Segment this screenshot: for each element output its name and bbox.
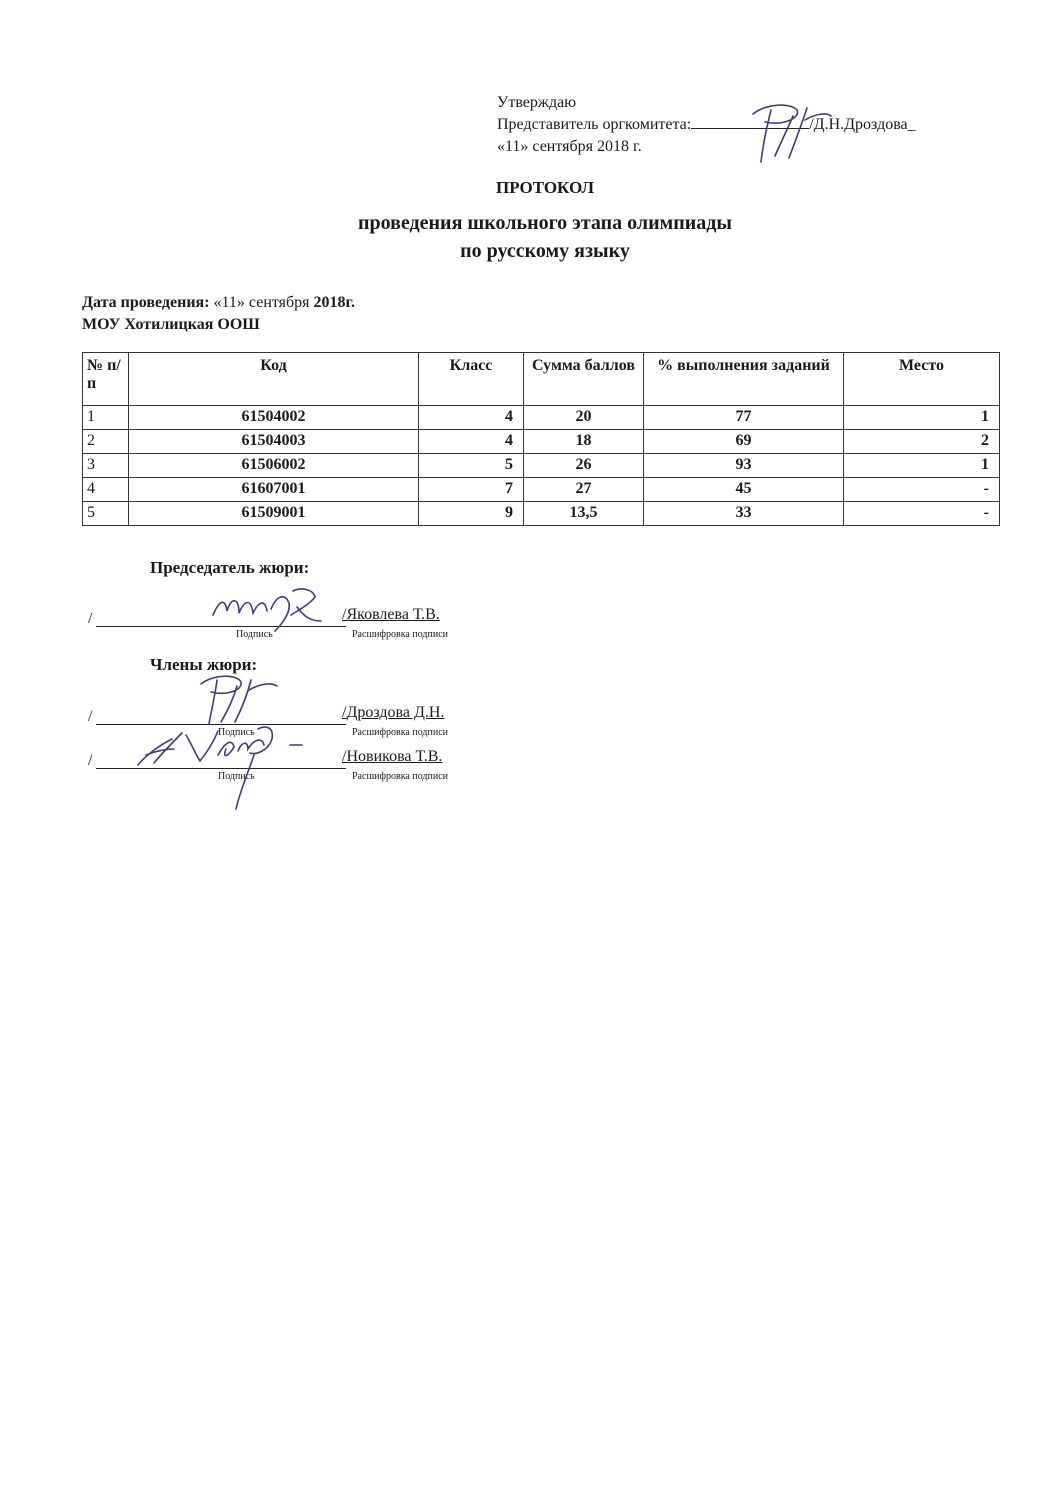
signature-slash: / <box>88 752 93 769</box>
signature-caption: Подпись <box>218 771 255 782</box>
header-code: Код <box>129 353 419 406</box>
header-number: № п/п <box>83 353 129 406</box>
name-caption: Расшифровка подписи <box>352 727 448 738</box>
table-row <box>83 430 1000 454</box>
table-row <box>83 406 1000 430</box>
signature-caption: Подпись <box>218 727 255 738</box>
cell-number: 1 <box>83 406 129 430</box>
cell-number: 3 <box>83 454 129 478</box>
jury-chair-name: /Яковлева Т.В. <box>342 606 440 623</box>
event-date <box>82 292 355 314</box>
cell-score: 13,5 <box>524 502 644 526</box>
results-table <box>82 352 1000 526</box>
jury-member-name: /Новикова Т.В. <box>342 748 443 765</box>
approval-heading: Утверждаю <box>497 94 577 111</box>
cell-code: 61607001 <box>129 478 419 502</box>
table-row <box>83 502 1000 526</box>
signature-slash: / <box>88 708 93 725</box>
event-date-label: Дата проведения: <box>82 294 210 311</box>
cell-place: 1 <box>844 406 1000 430</box>
cell-percent: 45 <box>644 478 844 502</box>
cell-class: 7 <box>419 478 524 502</box>
cell-score: 26 <box>524 454 644 478</box>
document-title: ПРОТОКОЛ <box>495 178 594 197</box>
jury-member-name: /Дроздова Д.Н. <box>342 704 445 721</box>
signature-caption: Подпись <box>236 629 273 640</box>
school-name: МОУ Хотилицкая ООШ <box>82 316 260 333</box>
cell-class: 9 <box>419 502 524 526</box>
table-header-row <box>83 353 1000 406</box>
name-caption: Расшифровка подписи <box>352 771 448 782</box>
cell-code: 61504002 <box>129 406 419 430</box>
document-subtitle: проведения школьного этапа олимпиады <box>357 212 733 234</box>
cell-code: 61504003 <box>129 430 419 454</box>
cell-place: 2 <box>844 430 1000 454</box>
cell-percent: 33 <box>644 502 844 526</box>
approval-signature-icon <box>735 96 835 166</box>
event-date-value: «11» сентября <box>209 294 314 311</box>
cell-score: 20 <box>524 406 644 430</box>
cell-class: 4 <box>419 430 524 454</box>
jury-chair-signature-icon <box>205 585 335 635</box>
cell-percent: 93 <box>644 454 844 478</box>
cell-number: 5 <box>83 502 129 526</box>
jury-member-signature-icon <box>130 715 320 815</box>
cell-class: 5 <box>419 454 524 478</box>
approval-representative-label: Представитель оргкомитета: <box>497 116 692 133</box>
name-caption: Расшифровка подписи <box>352 629 448 640</box>
header-place: Место <box>844 353 1000 406</box>
cell-number: 2 <box>83 430 129 454</box>
event-date-year: 2018г. <box>313 294 355 311</box>
cell-place: - <box>844 502 1000 526</box>
cell-score: 27 <box>524 478 644 502</box>
header-class: Класс <box>419 353 524 406</box>
approval-date: «11» сентября 2018 г. <box>497 138 642 155</box>
cell-code: 61506002 <box>129 454 419 478</box>
cell-place: 1 <box>844 454 1000 478</box>
header-completion-percent: % выполнения заданий <box>644 353 844 406</box>
header-score-sum: Сумма баллов <box>524 353 644 406</box>
approval-block <box>497 92 916 158</box>
cell-place: - <box>844 478 1000 502</box>
cell-class: 4 <box>419 406 524 430</box>
cell-code: 61509001 <box>129 502 419 526</box>
cell-score: 18 <box>524 430 644 454</box>
signature-slash: / <box>88 610 93 627</box>
table-row <box>83 478 1000 502</box>
table-row <box>83 454 1000 478</box>
approval-representative-line <box>497 114 916 136</box>
jury-chair-heading: Председатель жюри: <box>150 558 310 577</box>
approval-representative-name: /Д.Н.Дроздова_ <box>809 116 916 133</box>
jury-members-heading: Члены жюри: <box>150 655 258 674</box>
cell-percent: 69 <box>644 430 844 454</box>
document-subject: по русскому языку <box>460 240 630 262</box>
cell-percent: 77 <box>644 406 844 430</box>
cell-number: 4 <box>83 478 129 502</box>
